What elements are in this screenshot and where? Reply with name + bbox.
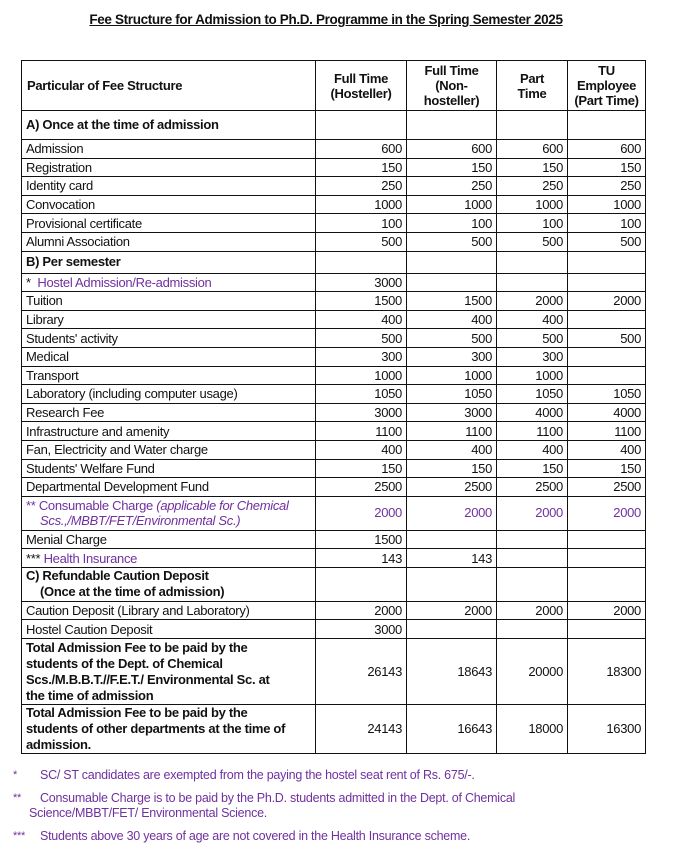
footnote-marker: ** bbox=[26, 498, 36, 514]
section-c-row bbox=[22, 567, 646, 601]
section-b-row bbox=[22, 251, 646, 273]
header-full-time-hosteller: Full Time (Hosteller) bbox=[316, 61, 407, 111]
table-row: *** Health Insurance 143 143 bbox=[22, 549, 646, 568]
section-c-label: C) Refundable Caution Deposit (Once at the time of admission) bbox=[22, 567, 316, 601]
header-particular: Particular of Fee Structure bbox=[22, 61, 316, 111]
table-row: Library 400 400 400 bbox=[22, 310, 646, 329]
table-row: Alumni Association 500 500 500 500 bbox=[22, 232, 646, 251]
table-row: Admission 600 600 600 600 bbox=[22, 140, 646, 159]
table-row: Fan, Electricity and Water charge 400 400 400 400 bbox=[22, 440, 646, 459]
footnote-1: * SC/ ST candidates are exempted from the paying the hostel seat rent of Rs. 675/-. bbox=[13, 768, 475, 782]
footnote-marker: ** bbox=[13, 792, 22, 804]
table-row: Provisional certificate 100 100 100 100 bbox=[22, 214, 646, 233]
total-row-chemical-depts: Total Admission Fee to be paid by the students of the Dept. of Chemical Scs./M.B.B.T.//F.E.T./ Environmental Sc. at the time of admission 26143 18643 20000 18300 bbox=[22, 639, 646, 705]
footnote-marker: * bbox=[13, 769, 18, 781]
table-row: * Hostel Admission/Re-admission 3000 bbox=[22, 273, 646, 292]
table-row: Students' Welfare Fund 150 150 150 150 bbox=[22, 459, 646, 478]
table-row: Students' activity 500 500 500 500 bbox=[22, 329, 646, 348]
table-row-consumable-charge: ** Consumable Charge (applicable for Chemical Scs.,/MBBT/FET/Environmental Sc.) 2000 2000 2000 2000 bbox=[22, 496, 646, 530]
table-row: Transport 1000 1000 1000 bbox=[22, 366, 646, 385]
table-row: Infrastructure and amenity 1100 1100 1100 1100 bbox=[22, 422, 646, 441]
section-a-row bbox=[22, 111, 646, 140]
document-title: Fee Structure for Admission to Ph.D. Programme in the Spring Semester 2025 bbox=[89, 12, 563, 27]
table-header-row bbox=[22, 61, 646, 111]
table-row: Departmental Development Fund 2500 2500 2500 2500 bbox=[22, 478, 646, 497]
footnote-marker: *** bbox=[13, 830, 26, 842]
footnote-3: *** Students above 30 years of age are not covered in the Health Insurance scheme. bbox=[13, 829, 471, 843]
table-row: Tuition 1500 1500 2000 2000 bbox=[22, 292, 646, 311]
table-row: Laboratory (including computer usage) 1050 1050 1050 1050 bbox=[22, 385, 646, 404]
table-row: Research Fee 3000 3000 4000 4000 bbox=[22, 403, 646, 422]
footnotes bbox=[0, 768, 675, 852]
table-row: Registration 150 150 150 150 bbox=[22, 158, 646, 177]
footnote-marker: *** bbox=[26, 550, 41, 566]
footnote-2: ** Consumable Charge is to be paid by the Ph.D. students admitted in the Dept. of Chemical Science/MBBT/FET/ Environmental Science. bbox=[13, 791, 516, 820]
table-row: Hostel Caution Deposit 3000 bbox=[22, 620, 646, 639]
section-b-label: B) Per semester bbox=[22, 251, 316, 273]
header-full-time-non-hosteller: Full Time (Non- hosteller) bbox=[407, 61, 497, 111]
fee-structure-table bbox=[21, 60, 646, 754]
table-row: Identity card 250 250 250 250 bbox=[22, 177, 646, 196]
table-row: Caution Deposit (Library and Laboratory) 2000 2000 2000 2000 bbox=[22, 601, 646, 620]
total-row-other-depts: Total Admission Fee to be paid by the students of other departments at the time of admission. 24143 16643 18000 16300 bbox=[22, 705, 646, 754]
section-a-label: A) Once at the time of admission bbox=[22, 111, 316, 140]
header-tu-employee: TU Employee (Part Time) bbox=[568, 61, 646, 111]
footnote-marker: * bbox=[26, 274, 31, 290]
header-part-time: Part Time bbox=[497, 61, 568, 111]
table-row: Convocation 1000 1000 1000 1000 bbox=[22, 195, 646, 214]
table-row: Medical 300 300 300 bbox=[22, 347, 646, 366]
table-row: Menial Charge 1500 bbox=[22, 530, 646, 549]
